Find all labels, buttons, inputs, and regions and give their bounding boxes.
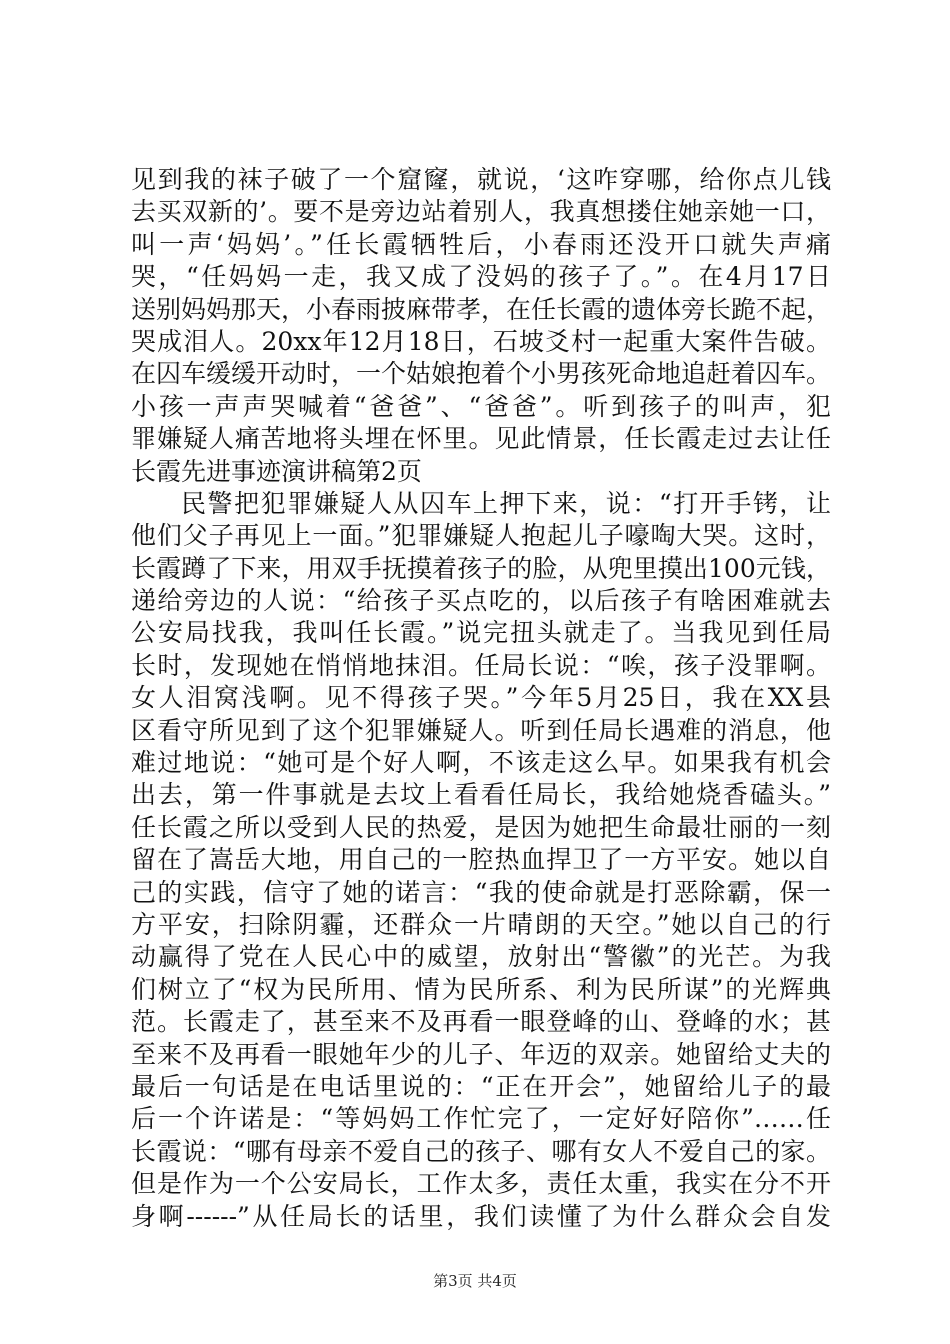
text-line: 长霞蹲了下来，用双手抚摸着孩子的脸，从兜里摸出100元钱， — [131, 553, 831, 583]
paragraph-1 — [131, 164, 831, 488]
text-line: 递给旁边的人说：“给孩子买点吃的，以后孩子有啥困难就去 — [131, 586, 831, 616]
text-line: 长时，发现她在悄悄地抹泪。任局长说：“唉，孩子没罪啊。 — [131, 650, 831, 680]
page-footer: 第3页 共4页 — [433, 1272, 517, 1290]
text-line: 最后一句话是在电话里说的：“正在开会”，她留给儿子的最 — [131, 1071, 831, 1101]
text-line: 范。长霞走了，甚至来不及再看一眼登峰的山、登峰的水；甚 — [131, 1007, 831, 1037]
text-line: 哭，“任妈妈一走，我又成了没妈的孩子了。”。在4月17日 — [131, 262, 831, 292]
text-line: 但是作为一个公安局长，工作太多，责任太重，我实在分不开 — [131, 1169, 831, 1199]
text-line: 们树立了“权为民所用、情为民所系、利为民所谋”的光辉典 — [131, 974, 831, 1004]
body-text — [131, 164, 831, 1233]
text-line: 身啊------”从任局长的话里，我们读懂了为什么群众会自发 — [131, 1201, 831, 1231]
text-line: 至来不及再看一眼她年少的儿子、年迈的双亲。她留给丈夫的 — [131, 1039, 831, 1069]
text-line: 后一个许诺是：“等妈妈工作忙完了，一定好好陪你”……任 — [131, 1104, 831, 1134]
text-line: 叫一声‘妈妈’。”任长霞牺牲后，小春雨还没开口就失声痛 — [131, 229, 831, 259]
text-line: 长霞先进事迹演讲稿第2页 — [131, 456, 422, 486]
paragraph-2 — [131, 488, 831, 1233]
text-line: 罪嫌疑人痛苦地将头埋在怀里。见此情景，任长霞走过去让任 — [131, 424, 831, 454]
text-line: 方平安，扫除阴霾，还群众一片晴朗的天空。”她以自己的行 — [131, 909, 831, 939]
text-line: 出去，第一件事就是去坟上看看任局长，我给她烧香磕头。” — [131, 780, 831, 810]
text-line: 他们父子再见上一面。”犯罪嫌疑人抱起儿子嚎啕大哭。这时， — [131, 521, 831, 551]
text-line: 己的实践，信守了她的诺言：“我的使命就是打恶除霸，保一 — [131, 877, 831, 907]
text-line: 在囚车缓缓开动时，一个姑娘抱着个小男孩死命地追赶着囚车。 — [131, 359, 832, 389]
text-line: 送别妈妈那天，小春雨披麻带孝，在任长霞的遗体旁长跪不起， — [131, 294, 832, 324]
text-line: 公安局找我，我叫任长霞。”说完扭头就走了。当我见到任局 — [131, 618, 831, 648]
text-line: 动赢得了党在人民心中的威望，放射出“警徽”的光芒。为我 — [131, 942, 831, 972]
text-line: 小孩一声声哭喊着“爸爸”、“爸爸”。听到孩子的叫声，犯 — [131, 391, 831, 421]
text-line: 区看守所见到了这个犯罪嫌疑人。听到任局长遇难的消息，他 — [131, 715, 831, 745]
text-line: 女人泪窝浅啊。见不得孩子哭。”今年5月25日，我在XX县 — [131, 683, 831, 713]
text-line: 难过地说：“她可是个好人啊，不该走这么早。如果我有机会 — [131, 748, 831, 778]
text-line: 长霞说：“哪有母亲不爱自己的孩子、哪有女人不爱自己的家。 — [131, 1136, 831, 1166]
text-line: 民警把犯罪嫌疑人从囚车上押下来，说：“打开手铐，让 — [181, 488, 831, 518]
text-line: 留在了嵩岳大地，用自己的一腔热血捍卫了一方平安。她以自 — [131, 845, 831, 875]
text-line: 任长霞之所以受到人民的热爱，是因为她把生命最壮丽的一刻 — [131, 812, 831, 842]
text-line: 去买双新的’。要不是旁边站着别人，我真想搂住她亲她一口， — [131, 197, 831, 227]
text-line: 哭成泪人。20xx年12月18日，石坡爻村一起重大案件告破。 — [131, 326, 831, 356]
text-line: 见到我的袜子破了一个窟窿，就说，‘这咋穿哪，给你点儿钱 — [131, 165, 831, 194]
